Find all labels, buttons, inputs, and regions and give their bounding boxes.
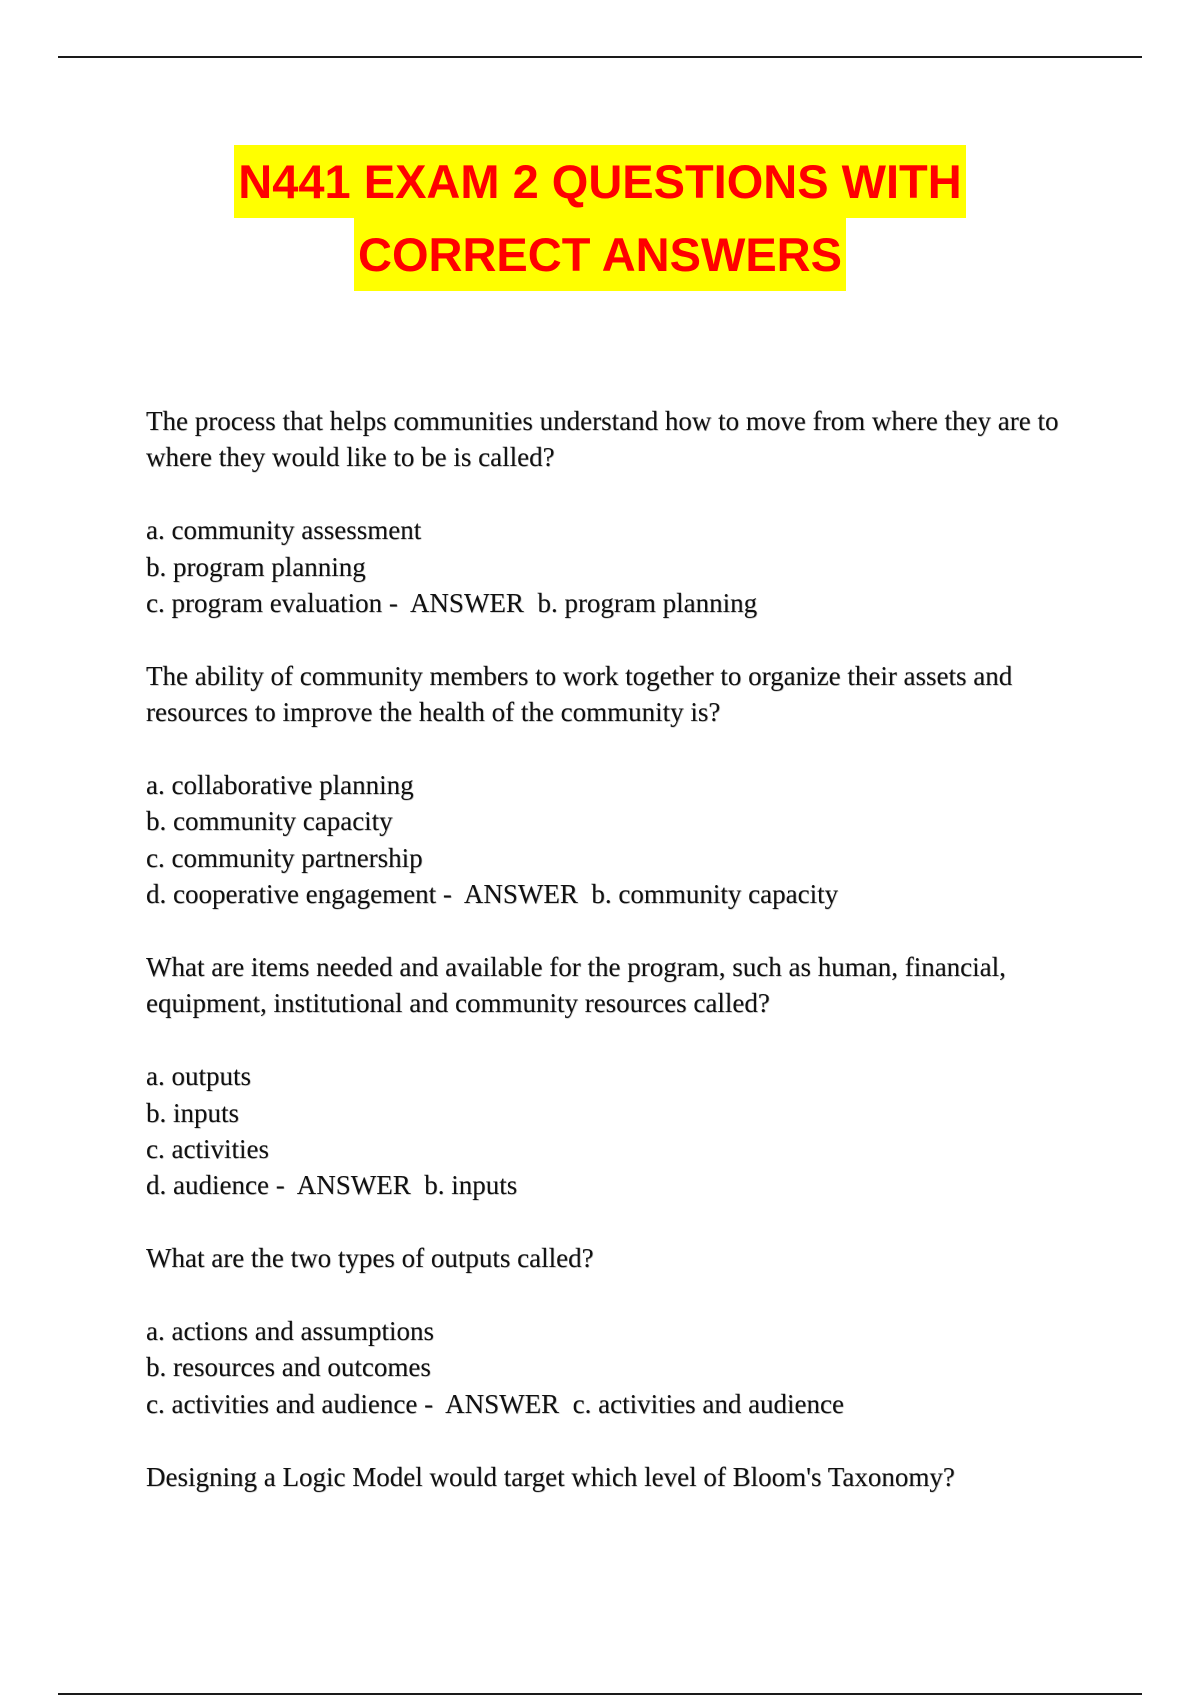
option-with-answer: d. cooperative engagement - ANSWER b. community capacity — [146, 879, 839, 910]
option: c. community partnership — [146, 842, 423, 873]
questions-list — [146, 403, 1066, 1495]
answer-text: b. program planning — [537, 588, 758, 619]
question-text: The ability of community members to work together to organize their assets and resources to improve the health of the community is? — [146, 660, 1013, 728]
option: d. cooperative engagement — [146, 879, 437, 910]
title-line-1: N441 EXAM 2 QUESTIONS WITH — [234, 145, 965, 218]
question-item — [146, 403, 1066, 621]
question-text: Designing a Logic Model would target which level of Bloom's Taxonomy? — [146, 1461, 955, 1492]
option: d. audience — [146, 1170, 269, 1201]
question-item — [146, 1240, 1066, 1422]
question-text: What are the two types of outputs called? — [146, 1243, 594, 1274]
option: a. actions and assumptions — [146, 1316, 434, 1347]
options-list — [146, 1058, 1066, 1204]
options-list — [146, 767, 1066, 913]
option: b. community capacity — [146, 806, 393, 837]
top-rule — [58, 56, 1142, 58]
option-with-answer: c. program evaluation - ANSWER b. program planning — [146, 588, 758, 619]
answer-marker: ANSWER — [296, 1170, 411, 1201]
option: a. community assessment — [146, 515, 422, 546]
bottom-rule — [58, 1693, 1142, 1695]
options-list — [146, 512, 1066, 621]
question-item — [146, 658, 1066, 913]
option: c. activities and audience — [146, 1388, 418, 1419]
option: a. collaborative planning — [146, 770, 414, 801]
title-line-2: CORRECT ANSWERS — [354, 218, 846, 291]
option: b. program planning — [146, 551, 366, 582]
option-with-answer: d. audience - ANSWER b. inputs — [146, 1170, 518, 1201]
document-title — [0, 145, 1200, 291]
question-text: What are items needed and available for the program, such as human, financial, equipment, institutional and community resources called? — [146, 952, 1006, 1019]
answer-marker: ANSWER — [463, 879, 578, 910]
question-text: The process that helps communities understand how to move from where they are to where they would like to be is called? — [146, 406, 1059, 473]
answer-marker: ANSWER — [445, 1388, 560, 1419]
question-item — [146, 1459, 1066, 1495]
answer-marker: ANSWER — [409, 588, 524, 619]
option-with-answer: c. activities and audience - ANSWER c. activities and audience — [146, 1388, 845, 1419]
option: a. outputs — [146, 1061, 251, 1092]
answer-text: c. activities and audience — [572, 1388, 845, 1419]
answer-text: b. inputs — [424, 1170, 518, 1201]
option: c. program evaluation — [146, 588, 383, 619]
question-item — [146, 949, 1066, 1204]
option: b. inputs — [146, 1097, 240, 1128]
answer-text: b. community capacity — [591, 879, 839, 910]
option: c. activities — [146, 1134, 269, 1165]
options-list — [146, 1313, 1066, 1422]
option: b. resources and outcomes — [146, 1352, 431, 1383]
